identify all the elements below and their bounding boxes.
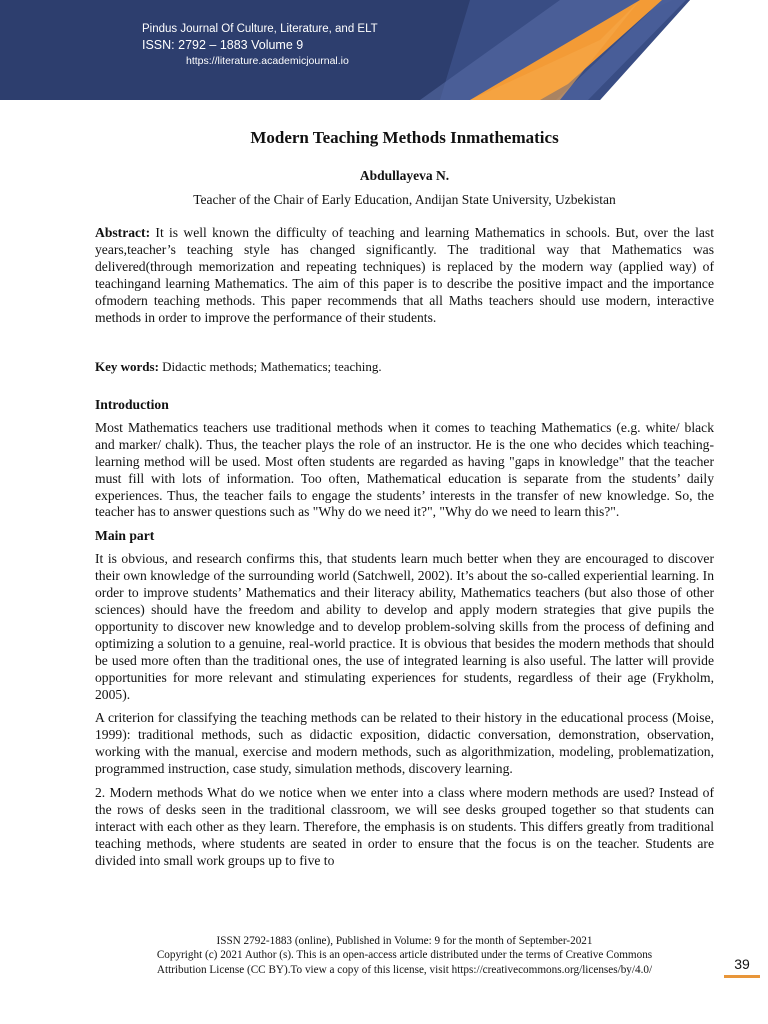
header-banner-shapes <box>0 0 768 100</box>
main-part-paragraph-1: It is obvious, and research confirms this, that students learn much better when they are encouraged to discover their own knowledge of the surrounding world (Satchwell, 2002). It’s about the so-called experiential learning. In order to improve students’ Mathematics and their literacy ability, Mathematics teachers (but also those of other sciences) should have the freedom and ability to develop and apply modern strategies that give pupils the opportunity to discover new knowledge and to develop problem-solving skills from the process of defining and optimizing a solution to a genuine, real-world practice. It is obvious that besides the modern methods that should be used more often than the traditional ones, the use of integrated learning is also useful. The latter will provide opportunities for more relevant and stimulating experiences for students, regardless of their age (Frykholm, 2005). <box>95 551 714 702</box>
journal-header-banner <box>0 0 768 100</box>
author-affiliation: Teacher of the Chair of Early Education, Andijan State University, Uzbekistan <box>193 192 616 207</box>
main-part-paragraph-3: 2. Modern methods What do we notice when we enter into a class where modern methods are used? Instead of the rows of desks seen in the traditional classroom, we will see desks grouped together so that students can interact with each other as they learn. Therefore, the emphasis is on students. This differs greatly from traditional teaching methods, where students are seated in order to ensure that the focus is on the teacher. Students are divided into small work groups up to five to <box>95 785 714 868</box>
introduction-paragraph: Most Mathematics teachers use traditional methods when it comes to teaching Mathematics (e.g. white/ black and marker/ chalk). Thus, the teacher plays the role of an instructor. He is the one who decides which teaching-learning method will be used. Most often students are regarded as having "gaps in knowledge" that the teacher must fill with lots of information. Too often, Mathematical education is separate from the students’ daily experiences. Thus, the teacher fails to engage the students’ interests in the transfer of new knowledge. So, the teacher has to answer questions such as "Why do we need it?", "Why do we need to learn this?". <box>95 419 714 520</box>
journal-name: Pindus Journal Of Culture, Literature, and ELT <box>142 23 378 35</box>
abstract <box>95 225 714 326</box>
keywords-label: Key words: <box>95 359 159 374</box>
main-part-paragraph-2: A criterion for classifying the teaching methods can be related to their history in the educational process (Moise, 1999): traditional methods, such as didactic exposition, didactic conversation, demonstration, observation, working with the manual, exercise and modern methods, such as algorithmization, modeling, problematization, programmed instruction, case study, simulation methods, discovery learning. <box>95 710 714 777</box>
page-footer <box>95 934 714 977</box>
page-number: 39 <box>734 956 750 972</box>
footer-copyright-line: Copyright (c) 2021 Author (s). This is an open-access article distributed under the terms of Creative Commons <box>156 949 653 962</box>
paper-body <box>95 397 714 870</box>
paper-title: Modern Teaching Methods Inmathematics <box>250 128 559 147</box>
footer-license-line: Attribution License (CC BY).To view a copy of this license, visit https://creativecommons.org/licenses/by/4.0/ <box>156 963 653 976</box>
footer-issn-line: ISSN 2792-1883 (online), Published in Volume: 9 for the month of September-2021 <box>216 935 593 947</box>
journal-url[interactable]: https://literature.academicjournal.io <box>186 55 349 67</box>
main-part-heading: Main part <box>95 528 155 544</box>
abstract-text: It is well known the difficulty of teaching and learning Mathematics in schools. But, over the last years,teacher’s teaching style has changed significantly. The traditional way that Mathematics was delivered(through memorization and repeating techniques) is replaced by the modern way (applied way) of teachingand learning Mathematics. The aim of this paper is to describe the positive impact and the importance ofmodern teaching methods. This paper recommends that all Maths teachers should use modern, interactive methods in order to improve the performance of their students. <box>95 225 714 325</box>
keywords <box>95 359 714 375</box>
keywords-text: Didactic methods; Mathematics; teaching. <box>158 359 382 374</box>
paper-author: Abdullayeva N. <box>359 168 450 183</box>
introduction-heading: Introduction <box>95 397 169 412</box>
abstract-label: Abstract: <box>95 225 151 240</box>
journal-issn-volume: ISSN: 2792 – 1883 Volume 9 <box>142 38 304 52</box>
page-number-accent-bar <box>724 975 760 978</box>
